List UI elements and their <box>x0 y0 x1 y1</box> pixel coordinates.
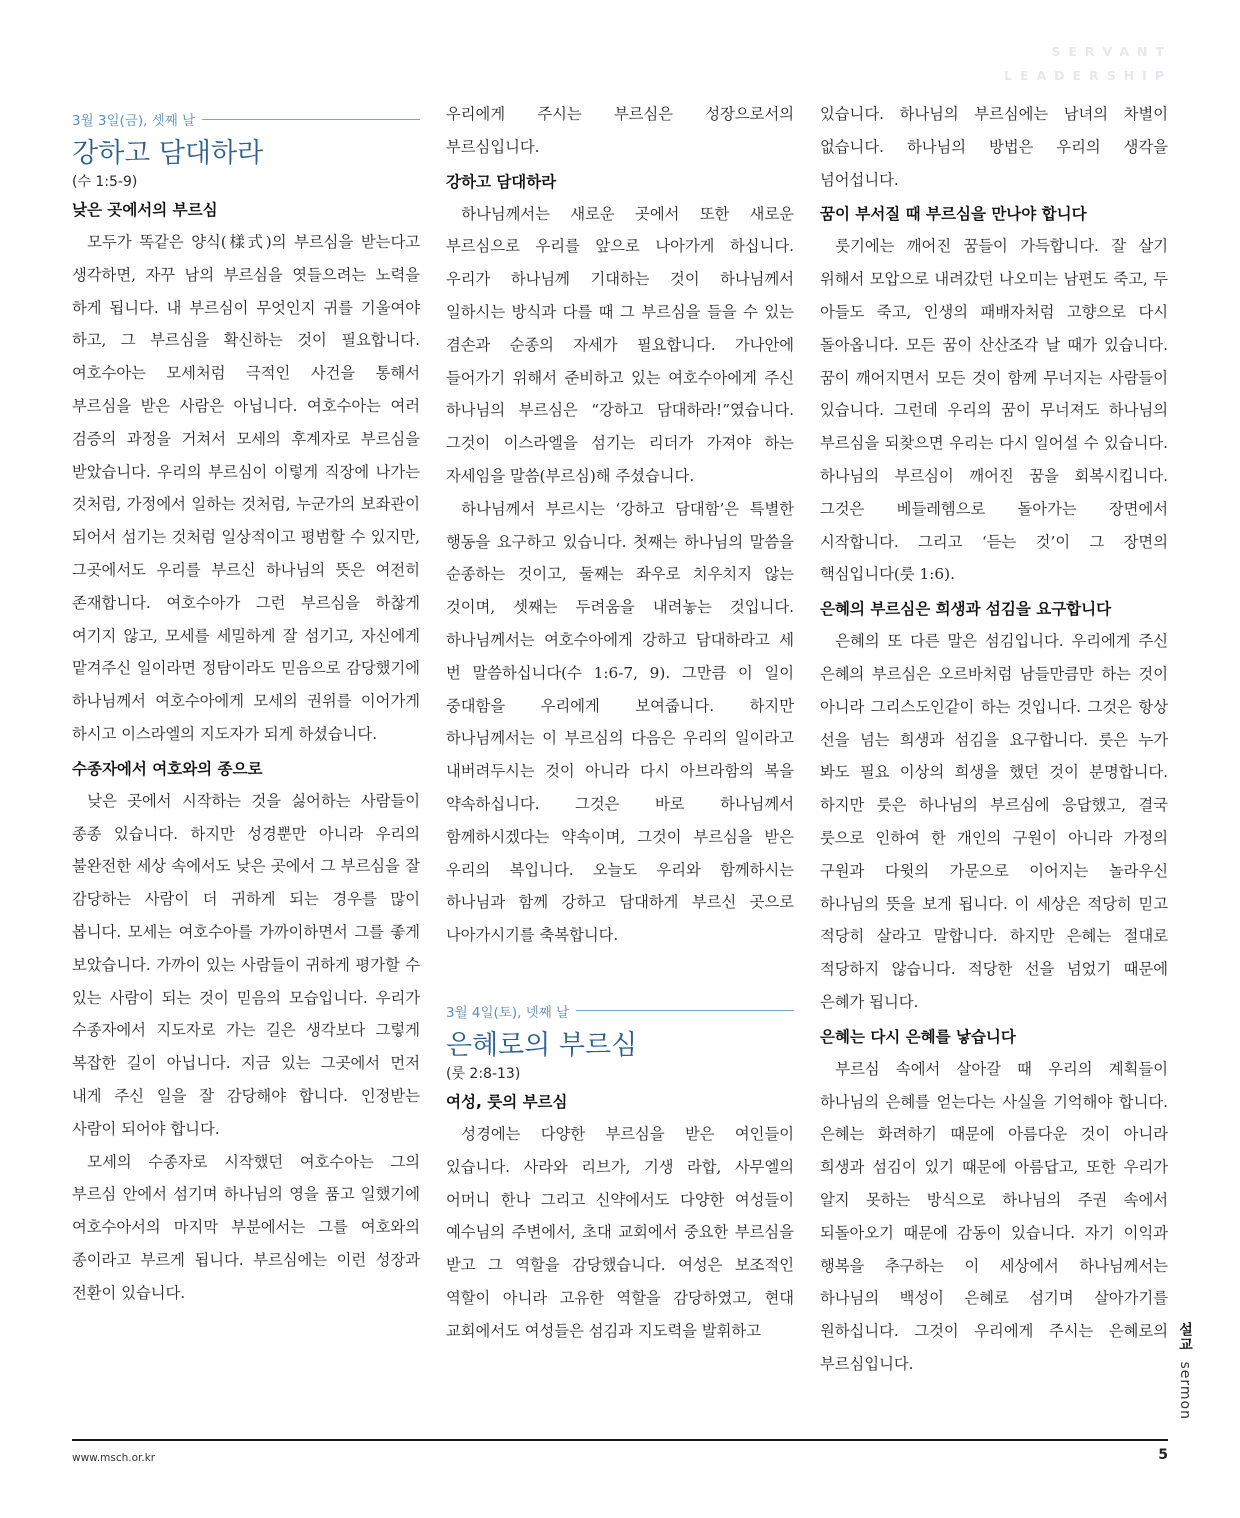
sermon-title: 강하고 담대하라 <box>72 138 264 169</box>
watermark-line2: LEADERSHIP <box>1004 68 1172 83</box>
section-date: 3월 3일(금), 셋째 날 <box>72 113 196 129</box>
subheading: 강하고 담대하라 <box>446 172 557 191</box>
section-date: 3월 4일(토), 넷째 날 <box>446 1004 570 1021</box>
paragraph: 성경에는 다양한 부르심을 받은 여인들이 있습니다. 사라와 리브가, 기생 라합, 사무엘의 어머니 한나 그리고 신약에서도 다양한 여성들이 예수님의 주변에서, 초대 교회에서 중요한 부르심을 받고 그 역할을 감당했습니다. 여성은 보조적인 역할이 아니라 고유한 역할을 감당하였고, 현대 교회에서도 여성들은 섬김과 지도력을 발휘하고 <box>446 1124 794 1340</box>
paragraph: 있습니다. 하나님의 부르심에는 남녀의 차별이 없습니다. 하나님의 방법은 우리의 생각을 넘어섭니다. <box>820 105 1168 189</box>
paragraph: 하나님께서는 새로운 곳에서 또한 새로운 부르심으로 우리를 앞으로 나아가게 하십니다. 우리가 하나님께 기대하는 것이 하나님께서 일하시는 방식과 다를 때 그 부르심을 들을 수 있는 겸손과 순종의 자세가 필요합니다. 가나안에 들어가기 위해서 준비하고 있는 여호수아에게 주신 하나님의 부르심은 “강하고 담대하라!”였습니다. 그것이 이스라엘을 섬기는 리더가 가져야 하는 자세임을 말씀(부르심)해 주셨습니다. <box>446 204 794 485</box>
paragraph: 모두가 똑같은 양식(樣式)의 부르심을 받는다고 생각하면, 자꾸 남의 부르심을 엿들으려는 노력을 하게 됩니다. 내 부르심이 무엇인지 귀를 기울여야 하고, 그 부르심을 확신하는 것이 필요합니다. 여호수아는 모세처럼 극적인 사건을 통해서 부르심을 받은 사람은 아닙니다. 여호수아는 여러 검증의 과정을 거쳐서 모세의 후계자로 부르심을 받았습니다. 우리의 부르심이 이렇게 직장에 나가는 것처럼, 가정에서 일하는 것처럼, 누군가의 보좌관이 되어서 섬기는 것처럼 일상적이고 평범할 수 있지만, 그곳에서도 우리를 부르신 하나님의 뜻은 여전히 존재합니다. 여호수아가 그런 부르심을 하찮게 여기지 않고, 모세를 세밀하게 잘 섬기고, 자신에게 맡겨주신 일이라면 정탐이라도 믿음으로 감당했기에 하나님께서 여호수아에게 모세의 권위를 이어가게 하시고 이스라엘의 지도자가 되게 하셨습니다. <box>72 233 420 743</box>
section-side-label <box>1175 1322 1195 1420</box>
subheading: 여성, 룻의 부르심 <box>446 1092 568 1111</box>
paragraph: 모세의 수종자로 시작했던 여호수아는 그의 부르심 안에서 섬기며 하나님의 영을 품고 일했기에 여호수아서의 마지막 부분에서는 그를 여호와의 종이라고 부르게 됩니다. 부르심에는 이런 성장과 전환이 있습니다. <box>72 1152 420 1302</box>
subheading: 낮은 곳에서의 부르심 <box>72 201 218 219</box>
page-number: 5 <box>1158 1447 1168 1463</box>
date-rule <box>202 119 420 120</box>
date-rule <box>576 1010 794 1011</box>
footer-url: www.msch.or.kr <box>72 1452 156 1464</box>
paragraph: 하나님께서 부르시는 ‘강하고 담대함’은 특별한 행동을 요구하고 있습니다. 첫째는 하나님의 말씀을 순종하는 것이고, 둘째는 좌우로 치우치지 않는 것이며, 셋째는 두려움을 내려놓는 것입니다. 하나님께서는 여호수아에게 강하고 담대하라고 세 번 말씀하십니다(수 1:6-7, 9). 그만큼 이 일이 중대함을 우리에게 보여줍니다. 하지만 하나님께서는 이 부르심의 다음은 우리의 일이라고 내버려두시는 것이 아니라 다시 아브라함의 복을 약속하십니다. 그것은 바로 하나님께서 함께하시겠다는 약속이며, 그것이 부르심을 받은 우리의 복입니다. 오늘도 우리와 함께하시는 하나님과 함께 강하고 담대하게 부르신 곳으로 나아가시기를 축복합니다. <box>446 499 794 945</box>
subheading: 수종자에서 여호와의 종으로 <box>72 759 263 778</box>
section-date-header <box>446 998 794 1024</box>
sermon-title: 은혜로의 부르심 <box>446 1029 638 1061</box>
side-label-ko: 설교 <box>1177 1322 1193 1352</box>
column-3 <box>820 98 1168 1381</box>
subheading: 꿈이 부서질 때 부르심을 만나야 합니다 <box>820 205 1087 224</box>
scripture-ref: (룻 2:8-13) <box>446 1065 521 1082</box>
paragraph: 부르심 속에서 살아갈 때 우리의 계획들이 하나님의 은혜를 얻는다는 사실을 기억해야 합니다. 은혜는 화려하기 때문에 아름다운 것이 아니라 희생과 섬김이 있기 때문에 아름답고, 또한 우리가 알지 못하는 방식으로 하나님의 주권 속에서 되돌아오기 때문에 감동이 있습니다. 자기 이익과 행복을 추구하는 이 세상에서 하나님께서는 하나님의 백성이 은혜로 섬기며 살아가기를 원하십니다. 그것이 우리에게 주시는 은혜로의 부르심입니다. <box>820 1059 1168 1373</box>
watermark <box>1004 40 1172 88</box>
subheading: 은혜는 다시 은혜를 낳습니다 <box>820 1027 1016 1046</box>
column-2 <box>446 98 794 1348</box>
subheading: 은혜의 부르심은 희생과 섬김을 요구합니다 <box>820 600 1112 619</box>
paragraph: 룻기에는 깨어진 꿈들이 가득합니다. 잘 살기 위해서 모압으로 내려갔던 나오미는 남편도 죽고, 두 아들도 죽고, 인생의 패배자처럼 고향으로 다시 돌아옵니다. 모든 꿈이 산산조각 날 때가 있습니다. 꿈이 깨어지면서 모든 것이 함께 무너지는 사람들이 있습니다. 그런데 우리의 꿈이 무너져도 하나님의 부르심을 되찾으면 우리는 다시 일어설 수 있습니다. 하나님의 부르심이 깨어진 꿈을 회복시킵니다. 그것은 베들레헴으로 돌아가는 장면에서 시작합니다. 그리고 ‘듣는 것’이 그 장면의 핵심입니다(룻 1:6). <box>820 237 1168 584</box>
side-label-en: sermon <box>1177 1361 1193 1420</box>
watermark-line1: SERVANT <box>1051 44 1172 59</box>
section-date-header <box>72 106 420 132</box>
paragraph: 우리에게 주시는 부르심은 성장으로서의 부르심입니다. <box>446 105 794 156</box>
paragraph: 은혜의 또 다른 말은 섬김입니다. 우리에게 주신 은혜의 부르심은 오르바처럼 남들만큼만 하는 것이 아니라 그리스도인같이 하는 것입니다. 그것은 항상 선을 넘는 희생과 섬김을 요구합니다. 룻은 누가 봐도 필요 이상의 희생을 했던 것이 분명합니다. 하지만 룻은 하나님의 부르심에 응답했고, 결국 룻으로 인하여 한 개인의 구원이 아니라 가정의 구원과 다윗의 가문으로 이어지는 놀라우신 하나님의 뜻을 보게 됩니다. 이 세상은 적당히 믿고 적당히 살라고 말합니다. 하지만 은혜는 절대로 적당하지 않습니다. 적당한 선을 넘었기 때문에 은혜가 됩니다. <box>820 632 1168 1011</box>
column-1 <box>72 98 420 1310</box>
footer-rule <box>72 1439 1168 1441</box>
scripture-ref: (수 1:5-9) <box>72 174 138 190</box>
paragraph: 낮은 곳에서 시작하는 것을 싫어하는 사람들이 종종 있습니다. 하지만 성경뿐만 아니라 우리의 불완전한 세상 속에서도 낮은 곳에서 그 부르심을 잘 감당하는 사람이 더 귀하게 되는 경우를 많이 봅니다. 모세는 여호수아를 가까이하면서 그를 좋게 보았습니다. 가까이 있는 사람들이 귀하게 평가할 수 있는 사람이 되는 것이 믿음의 모습입니다. 우리가 수종자에서 지도자로 가는 길은 생각보다 그렇게 복잡한 길이 아닙니다. 지금 있는 그곳에서 먼저 내게 주신 일을 잘 감당해야 합니다. 인정받는 사람이 되어야 합니다. <box>72 791 420 1138</box>
